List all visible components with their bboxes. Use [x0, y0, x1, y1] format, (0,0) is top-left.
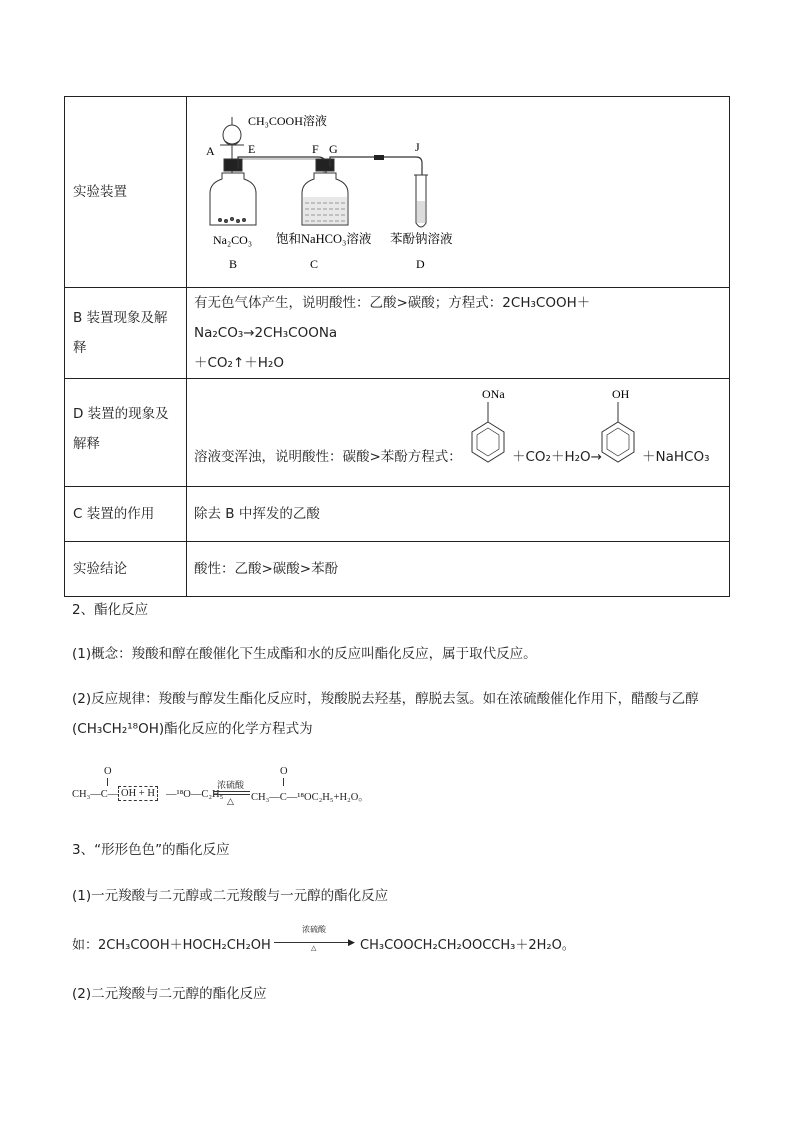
label-d: D — [416, 257, 425, 271]
apparatus-cell — [187, 97, 730, 288]
experiment-table — [64, 96, 730, 597]
eq-o-right: O — [280, 766, 288, 777]
apparatus-diagram — [198, 107, 498, 277]
section-2-paragraph-2-line-1: (2)反应规律：羧酸与醇发生酯化反应时，羧酸脱去羟基，醇脱去氢。如在浓硫酸催化作用下，醋酸与乙醇 — [72, 691, 699, 707]
phenoxide-structure — [466, 386, 516, 478]
test-tube-d — [414, 175, 428, 227]
diester-eq-condition-bottom: △ — [311, 944, 317, 952]
diester-eq-condition-top: 浓硫酸 — [302, 925, 326, 934]
bottle-c — [302, 159, 348, 225]
label-j: J — [415, 140, 420, 154]
esterification-equation — [72, 766, 392, 810]
table-row — [65, 542, 730, 597]
row-content: 酸性：乙酸>碳酸>苯酚 — [187, 542, 730, 597]
bottle-b-label: Na₂CO₃ — [213, 233, 253, 247]
tube-d-label: 苯酚钠溶液 — [390, 232, 453, 246]
diester-eq-arrow — [274, 942, 354, 943]
funnel-label: CH₃COOH溶液 — [248, 114, 327, 128]
d-equation-mid: ＋CO₂＋H₂O→ — [512, 448, 602, 465]
section-3-paragraph-1: (1)一元羧酸与二元醇或二元羧酸与一元醇的酯化反应 — [72, 888, 389, 904]
row-label: D 装置的现象及 解释 — [65, 379, 187, 487]
row-content — [187, 379, 730, 487]
label-e: E — [248, 142, 256, 156]
eq-right: CH₃—C—¹⁸OC₂H₅+H₂O。 — [251, 792, 369, 803]
eq-condition-bottom: △ — [227, 796, 234, 806]
d-explanation: 溶液变浑浊，说明酸性：碳酸>苯酚方程式： — [194, 448, 462, 465]
rubber-connector — [374, 155, 384, 160]
row-label: C 装置的作用 — [65, 487, 187, 542]
eq-boxed-group: OH + H — [118, 786, 158, 801]
eq-o-left: O — [104, 766, 112, 777]
table-row — [65, 97, 730, 288]
section-2-paragraph-1: (1)概念：羧酸和醇在酸催化下生成酯和水的反应叫酯化反应，属于取代反应。 — [72, 646, 537, 662]
section-2-paragraph-2-line-2: (CH₃CH₂¹⁸OH)酯化反应的化学方程式为 — [72, 721, 313, 737]
label-g: G — [329, 142, 338, 156]
label-a: A — [206, 144, 215, 158]
section-3-paragraph-2: (2)二元羧酸与二元醇的酯化反应 — [72, 986, 267, 1002]
table-row — [65, 487, 730, 542]
section-2-heading: 2、酯化反应 — [72, 602, 149, 618]
reactant-group: ONa — [482, 386, 505, 401]
label-f: F — [312, 142, 319, 156]
label-c: C — [310, 257, 319, 271]
product-group: OH — [612, 386, 630, 401]
row-label: B 装置现象及解 释 — [65, 288, 187, 379]
diester-eq-suffix: CH₃COOCH₂CH₂OOCCH₃＋2H₂O。 — [360, 938, 575, 953]
bottle-b — [210, 159, 256, 225]
row-label: 实验装置 — [65, 97, 187, 288]
label-b: B — [229, 257, 238, 271]
phenol-structure — [596, 386, 646, 478]
row-content: 除去 B 中挥发的乙酸 — [187, 487, 730, 542]
row-label: 实验结论 — [65, 542, 187, 597]
diester-eq-prefix: 如：2CH₃COOH＋HOCH₂CH₂OH — [72, 938, 271, 953]
row-content: 有无色气体产生，说明酸性：乙酸>碳酸；方程式：2CH₃COOH＋Na₂CO₃→2CH₃COONa ＋CO₂↑＋H₂O — [187, 288, 730, 379]
table-row — [65, 379, 730, 487]
bottle-c-label: 饱和NaHCO₃溶液 — [276, 232, 372, 246]
d-equation-tail: ＋NaHCO₃ — [642, 448, 710, 465]
eq-left-a: CH₃—C— — [72, 789, 119, 800]
eq-left-b: —¹⁸O—C₂H₅ — [166, 789, 224, 800]
table-row — [65, 288, 730, 379]
section-3-heading: 3、“形形色色”的酯化反应 — [72, 842, 230, 858]
eq-condition-top: 浓硫酸 — [217, 780, 245, 790]
diester-equation: 如：2CH₃COOH＋HOCH₂CH₂OH 浓硫酸 ▶ △ CH₃COOCH₂CH₂OOCCH₃＋2H₂O。 — [72, 925, 575, 953]
